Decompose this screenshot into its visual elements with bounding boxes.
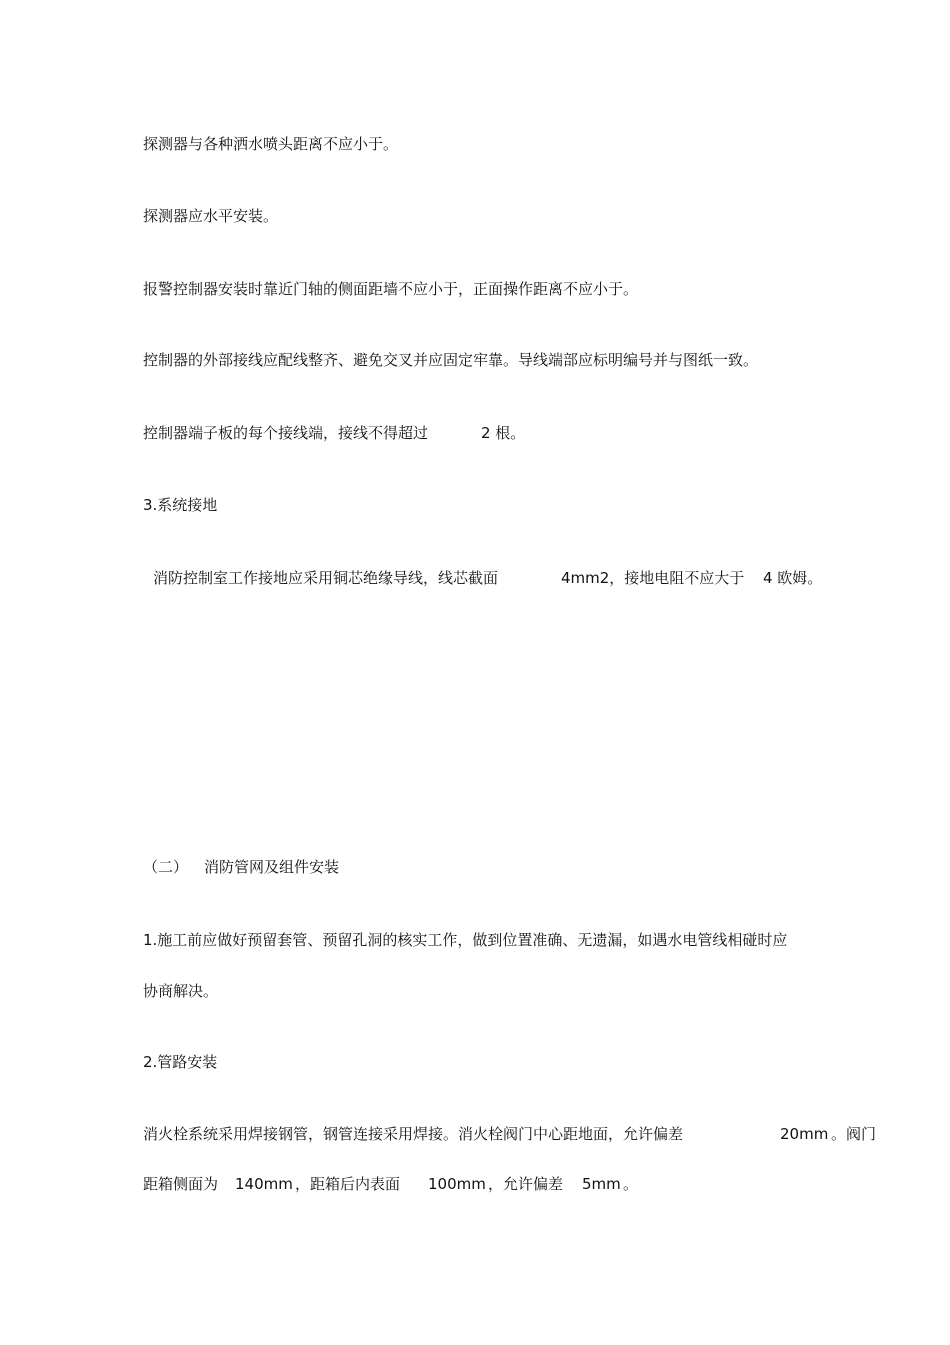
hydrant-line2-a: 距箱侧面为 (143, 1175, 219, 1193)
paragraph-controller-clearance: 报警控制器安装时靠近门轴的侧面距墙不应小于，正面操作距离不应小于。 (143, 280, 639, 298)
hydrant-tolerance-value: 20mm (780, 1125, 829, 1143)
hydrant-tolerance-5mm: 5mm (582, 1175, 621, 1193)
item-preconstruction-line2: 协商解决。 (143, 982, 219, 1000)
hydrant-line1-text: 消火栓系统采用焊接钢管，钢管连接采用焊接。消火栓阀门中心距地面，允许偏差 (143, 1125, 684, 1143)
hydrant-side-distance: 140mm (235, 1175, 293, 1193)
grounding-spec-resistance: 4 欧姆。 (763, 569, 823, 587)
section-title: 消防管网及组件安装 (204, 858, 340, 876)
grounding-spec-text: 消防控制室工作接地应采用铜芯绝缘导线，线芯截面 (153, 569, 499, 587)
terminal-wires-count: 2 根。 (481, 424, 526, 442)
hydrant-line2-c: ，距箱后内表面 (295, 1175, 401, 1193)
paragraph-terminal-wires (143, 423, 563, 443)
paragraph-controller-wiring: 控制器的外部接线应配线整齐、避免交叉并应固定牢靠。导线端部应标明编号并与图纸一致。 (143, 351, 759, 369)
paragraph-detector-sprinkler-distance: 探测器与各种洒水喷头距离不应小于。 (143, 135, 399, 153)
paragraph-detector-horizontal: 探测器应水平安装。 (143, 207, 279, 225)
section-heading-pipe-network (143, 857, 403, 877)
grounding-spec-section: 4mm2，接地电阻不应大于 (561, 569, 745, 587)
paragraph-grounding-spec (153, 568, 853, 588)
hydrant-back-distance: 100mm (428, 1175, 486, 1193)
hydrant-line2-end: 。 (623, 1175, 639, 1193)
heading-system-grounding: 3.系统接地 (143, 496, 218, 514)
heading-pipe-installation: 2.管路安装 (143, 1053, 218, 1071)
paragraph-hydrant-line2 (143, 1174, 663, 1194)
terminal-wires-text: 控制器端子板的每个接线端，接线不得超过 (143, 424, 429, 442)
hydrant-line1-end: 。阀门 (831, 1125, 877, 1143)
section-number: （二） (143, 858, 189, 876)
hydrant-line2-e: ，允许偏差 (488, 1175, 564, 1193)
item-preconstruction-line1: 1.施工前应做好预留套管、预留孔洞的核实工作，做到位置准确、无遗漏，如遇水电管线相碰时应 (143, 931, 788, 949)
paragraph-hydrant-line1 (143, 1124, 933, 1144)
